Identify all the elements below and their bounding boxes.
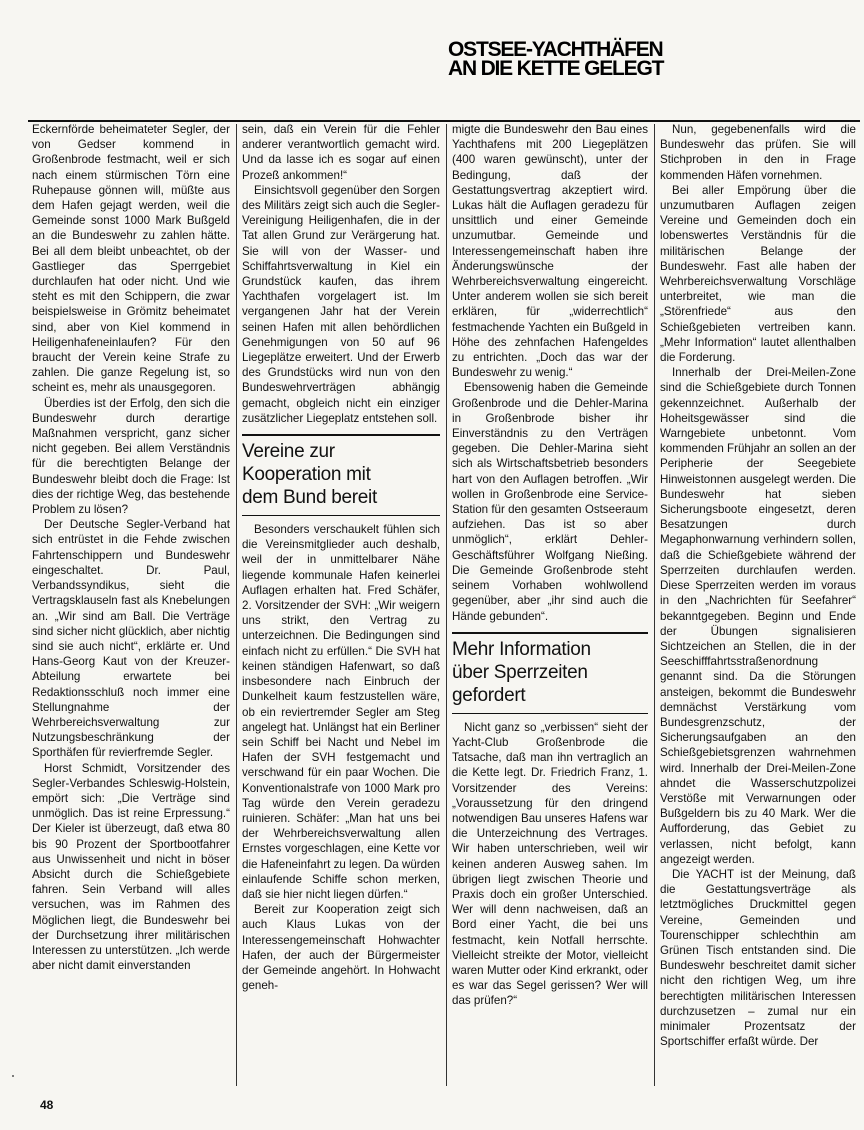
paragraph: Die YACHT ist der Meinung, daß die Gestattungsverträge als letztmögliches Druckmittel gegen Vereine, Gemeinden und Tourenschipper schlechthin am Grünen Tisch entstanden sind. Die Bundeswehr beschreitet damit sicher nicht den richtigen Weg, um ihre berechtigten militärischen Interessen durchzusetzen – zumal nur ein minimaler Prozentsatz der Sportschiffer erfaßt würde. Der: [660, 867, 856, 1049]
paragraph: Bei aller Empörung über die unzumutbaren Auflagen zeigen Vereine und Gemeinden doch ein lobenswertes Verständnis für die militärischen Belange der Bundeswehr. Fast alle haben der Wehrbereichsverwaltung Vorschläge unterbreitet, wie man die „Störenfriede“ aus den Schießgebieten vertreiben kann. „Mehr Information“ lautet allenthalben die Forderung.: [660, 183, 856, 365]
paragraph: Ebensowenig haben die Gemeinde Großenbrode und die Dehler-Marina in Großenbrode bisher ihr Einverständnis zu den Verträgen gegeben. Die Dehler-Marina sieht sich als Wirtschaftsbetrieb besonders hart von den Auflagen betroffen. „Wir wollen in Großenbrode eine Service-Station für den gesamten Ostseeraum aufziehen. Das ist so aber unmöglich“, erklärt Dehler-Geschäftsführer Wolfgang Nießing. Die Gemeinde Großenbrode steht seinem Vorhaben wohlwollend gegenüber, aber „ihr sind auch die Hände gebunden“.: [452, 381, 648, 623]
paragraph: Besonders verschaukelt fühlen sich die Vereinsmitglieder auch deshalb, weil der in unmittelbarer Nähe liegende kommunale Hafen keinerlei Auflagen erhalten hat. Fred Schäfer, 2. Vorsitzender der SVH: „Wir weigern uns strikt, den Vertrag zu unterzeichnen. Die Bedingungen sind einfach nicht zu erfüllen.“ Die SVH hat keinen ständigen Hafenwart, so daß insbesondere nach Einbruch der Dunkelheit kaum festzustellen wäre, ob ein reviertremder Segler am Steg angelegt hat. Unlängst hat ein Berliner sein Schiff bei Nacht und Nebel im Hafen der SVH festgemacht und verschwand für ein paar Wochen. Die Konventionalstrafe von 1000 Mark pro Tag würde den Verein geradezu ruinieren. Schäfer: „Man hat uns bei der Wehrbereichsverwaltung allen Ernstes vorgeschlagen, eine Kette vor die Hafeneinfahrt zu legen. Da würden einlaufende Schiffe schon merken, daß sie hier nicht liegen dürfen.“: [242, 523, 440, 901]
column-divider: [236, 124, 237, 1086]
subheading-line: Mehr Information: [452, 638, 591, 660]
paragraph: Nun, gegebenenfalls wird die Bundeswehr das prüfen. Sie will Stichproben in den in Frage kommenden Häfen vornehmen.: [660, 123, 856, 182]
paragraph: Eckernförde beheimateter Segler, der von Gedser kommend in Großenbrode festmacht, weil er sich nach einem stürmischen Törn eine Ruhepause gönnen will, müßte aus dem Hafen gejagt werden, weil die Gemeinde sonst 1000 Mark Bußgeld an die Bundeswehr zu zahlen hätte. Bei all dem bleibt unbeachtet, ob der Gastlieger das Sperrgebiet durchlaufen hat oder nicht. Und wie steht es mit den Schippern, die zwar beispielsweise in Grömitz beheimatet sind, aber von Kiel kommend in Heiligenhafeneinlaufen? Für den braucht der Verein keine Strafe zu zahlen. Die ganze Regelung ist, so scheint es, mehr als unausgegoren.: [32, 123, 230, 395]
section-title-line-1: OSTSEE-YACHTHÄFEN: [448, 38, 663, 61]
scan-speck: [12, 1075, 14, 1077]
column-3: [452, 122, 648, 1088]
column-divider: [654, 124, 655, 1086]
paragraph: sein, daß ein Verein für die Fehler anderer verantwortlich gemacht wird. Und da lasse ich es sogar auf einen Prozeß ankommen!“: [242, 123, 440, 182]
subheading-line: dem Bund bereit: [242, 487, 377, 509]
subheading-line: Vereine zur: [242, 441, 335, 463]
page-number: 48: [40, 1098, 54, 1112]
section-title: [448, 38, 664, 80]
paragraph: Innerhalb der Drei-Meilen-Zone sind die Schießgebiete durch Tonnen gekennzeichnet. Außerhalb der Hoheitsgewässer sind die Warngebiete unbetonnt. Vom kommenden Frühjahr an sollen an der Peripherie der Seegebiete Hinweistonnen ausgelegt werden. Die Bundeswehr hat sieben Sicherungsboote eingesetzt, deren Besatzungen durch Megaphonwarnung verhindern sollen, daß die Schießgebiete während der Sperrzeiten durchlaufen werden. Diese Sperrzeiten werden im voraus in den „Nachrichten für Seefahrer“ bekanntgegeben. Beginn und Ende der Übungen signalisieren Sichtzeichen an Stellen, die in der Seeschifffahrtsstraßenordnung genannt sind. Da die Störungen ansteigen, bekommt die Bundeswehr demnächst Verstärkung vom Bundesgrenzschutz, der Sicherungsaufgaben an den Schießgebietsgrenzen wahrnehmen wird. Innerhalb der Drei-Meilen-Zone ahndet die Wasserschutzpolizei Verstöße mit Verwarnungen oder Bußgeldern bis zu 40 Mark. Wer die Aufforderung, das Gebiet zu verlassen, nicht befolgt, kann angezeigt werden.: [660, 366, 856, 866]
paragraph: Einsichtsvoll gegenüber den Sorgen des Militärs zeigt sich auch die Segler-Vereinigung Heiligenhafen, die in der Tat allen Grund zur Verärgerung hat. Sie will von der Wasser- und Schiffahrtsverwaltung in Kiel ein Grundstück kaufen, das ihrem Yachthafen vorgelagert ist. Im vergangenen Jahr hat der Verein seinen Hafen mit allen behördlichen Genehmigungen von 50 auf 96 Liegeplätze erweitert. Und der Erwerb des Grundstücks wird nun von den Bundeswehrverträgen abhängig gemacht, obgleich nicht ein einziger zusätzlicher Liegeplatz entstehen soll.: [242, 183, 440, 425]
subheading-line: Kooperation mit: [242, 464, 371, 486]
column-1: [32, 122, 230, 1088]
subheading-line: über Sperrzeiten: [452, 661, 588, 683]
subheading-box: [452, 632, 648, 714]
subheading-box: [242, 434, 440, 516]
paragraph: Nicht ganz so „verbissen“ sieht der Yacht-Club Großenbrode die Tatsache, daß man ihn vertraglich an die Kette legt. Dr. Friedrich Franz, 1. Vorsitzender des Vereins: „Voraussetzung für den dringend notwendigen Bau unseres Hafens war die Unterzeichnung des Vertrages. Wir haben unterschrieben, weil wir keinen anderen Ausweg sahen. Im übrigen liegt zwischen Theorie und Praxis doch ein großer Unterschied. Wer will denn nachweisen, daß an Bord einer Yacht, die bei uns festmacht, kein Notfall herrschte. Vielleicht streikte der Motor, vielleicht waren Mutter oder Kind erkrankt, oder es war das Segel gerissen? Wer will das prüfen?“: [452, 720, 648, 1008]
subheading-line: gefordert: [452, 684, 526, 706]
paragraph: Der Deutsche Segler-Verband hat sich entrüstet in die Fehde zwischen Fahrtenschippern und Bundeswehr eingeschaltet. Dr. Paul, Verbandssyndikus, sieht die Vertragsklauseln fast als Knebelungen an. „Wir sind am Ball. Die Verträge sind sicher nicht glücklich, aber nichtig sind sie auch nicht“, erklärte er. Und Hans-Georg Kaut von der Kreuzer-Abteilung erwartete bei Redaktionsschluß noch immer eine Stellungnahme der Wehrbereichsverwaltung zur Nutzungsbeschränkung der Sporthäfen für revierfremde Segler.: [32, 518, 230, 760]
column-divider: [446, 124, 447, 1086]
paragraph: Horst Schmidt, Vorsitzender des Segler-Verbandes Schleswig-Holstein, empört sich: „Die Verträge sind unmöglich. Das ist reine Erpressung.“ Der Kieler ist überzeugt, daß etwa 80 bis 90 Prozent der Sportbootfahrer aus Unwissenheit und nicht in böser Absicht durch die Schießgebiete fahren. Sein Verband will alles versuchen, was im Rahmen des Möglichen liegt, die Bundeswehr bei der Durchsetzung ihrer militärischen Interessen zu unterstützen. „Ich werde aber nicht damit einverstanden: [32, 761, 230, 973]
paragraph: Überdies ist der Erfolg, den sich die Bundeswehr durch derartige Maßnahmen verspricht, ganz sicher nicht gegeben. Bei allem Verständnis für die berechtigten Belange der Bundeswehr bleibt doch die Frage: Ist dies der richtige Weg, das bestehende Problem zu lösen?: [32, 396, 230, 517]
column-4: [660, 122, 856, 1088]
column-2: [242, 122, 440, 1088]
paragraph: migte die Bundeswehr den Bau eines Yachthafens mit 200 Liegeplätzen (400 waren gewünscht), unter der Bedingung, daß der Gestattungsvertrag akzeptiert wird. Lukas hält die Auflagen geradezu für unsittlich und einer Gemeinde unzumutbar. Gemeinde und Interessengemeinschaft haben ihre Änderungswünsche der Wehrbereichsverwaltung eingereicht. Unter anderem wollen sie sich bereit erklären, für „widerrechtlich“ festmachende Yachten ein Bußgeld in Höhe des zehnfachen Hafengeldes zu entrichten. „Doch das war der Bundeswehr zu wenig.“: [452, 123, 648, 380]
section-title-line-2: AN DIE KETTE GELEGT: [448, 57, 664, 80]
paragraph: Bereit zur Kooperation zeigt sich auch Klaus Lukas von der Interessengemeinschaft Hohwachter Hafen, der auch der Bürgermeister der Gemeinde angehört. In Hohwacht geneh-: [242, 903, 440, 993]
